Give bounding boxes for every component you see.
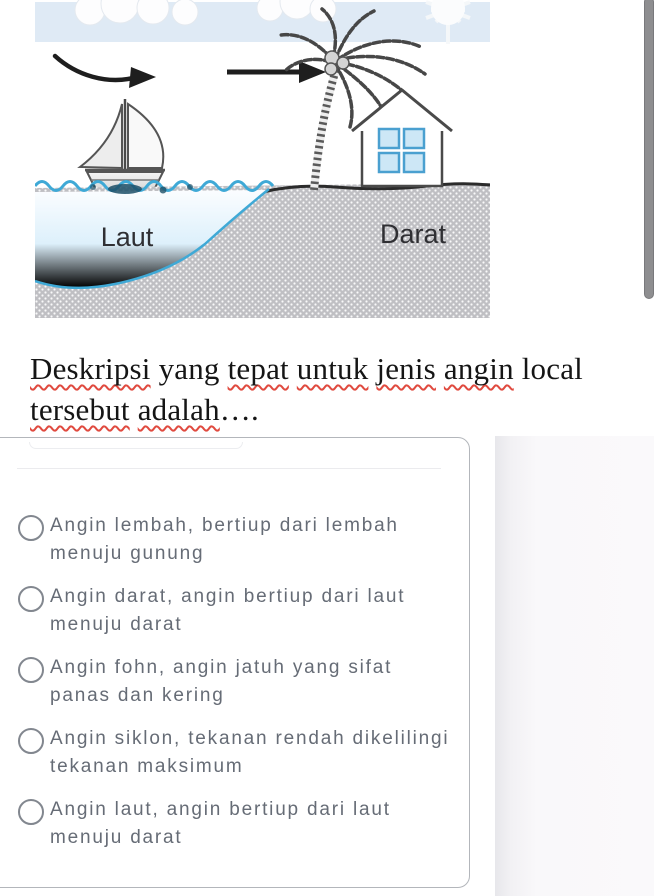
sea-label: Laut — [100, 222, 154, 252]
wind-arrow-straight-icon — [227, 61, 326, 83]
land-label: Darat — [379, 219, 447, 249]
radio-button[interactable] — [18, 586, 44, 612]
side-panel — [495, 436, 654, 896]
radio-button[interactable] — [18, 515, 44, 541]
radio-button[interactable] — [18, 657, 44, 683]
card-top-remnant — [29, 442, 243, 449]
house-icon — [352, 90, 452, 186]
radio-button[interactable] — [18, 728, 44, 754]
radio-button[interactable] — [18, 799, 44, 825]
answer-options-list — [18, 512, 456, 867]
answer-option-label: Angin laut, angin bertiup dari laut menuju darat — [50, 799, 391, 848]
answer-option-3[interactable] — [18, 654, 456, 710]
question-illustration — [35, 0, 490, 318]
wind-arrow-curved-icon — [55, 56, 156, 88]
answer-option-5[interactable] — [18, 796, 456, 852]
sailboat-icon — [80, 99, 165, 190]
answer-option-label: Angin lembah, bertiup dari lembah menuju gunung — [50, 515, 399, 564]
answer-options-card — [0, 437, 470, 888]
question-text: Deskripsi yang tepat untuk jenis angin local tersebut adalah…. — [30, 351, 583, 427]
answer-option-label: Angin siklon, tekanan rendah dikelilingi tekanan maksimum — [50, 728, 450, 777]
answer-option-2[interactable] — [18, 583, 456, 639]
scrollbar-thumb[interactable] — [644, 0, 654, 299]
answer-option-4[interactable] — [18, 725, 456, 781]
divider — [17, 468, 441, 469]
answer-option-label: Angin darat, angin bertiup dari laut menuju darat — [50, 586, 406, 635]
answer-option-1[interactable] — [18, 512, 456, 568]
answer-option-label: Angin fohn, angin jatuh yang sifat panas dan kering — [50, 657, 393, 706]
